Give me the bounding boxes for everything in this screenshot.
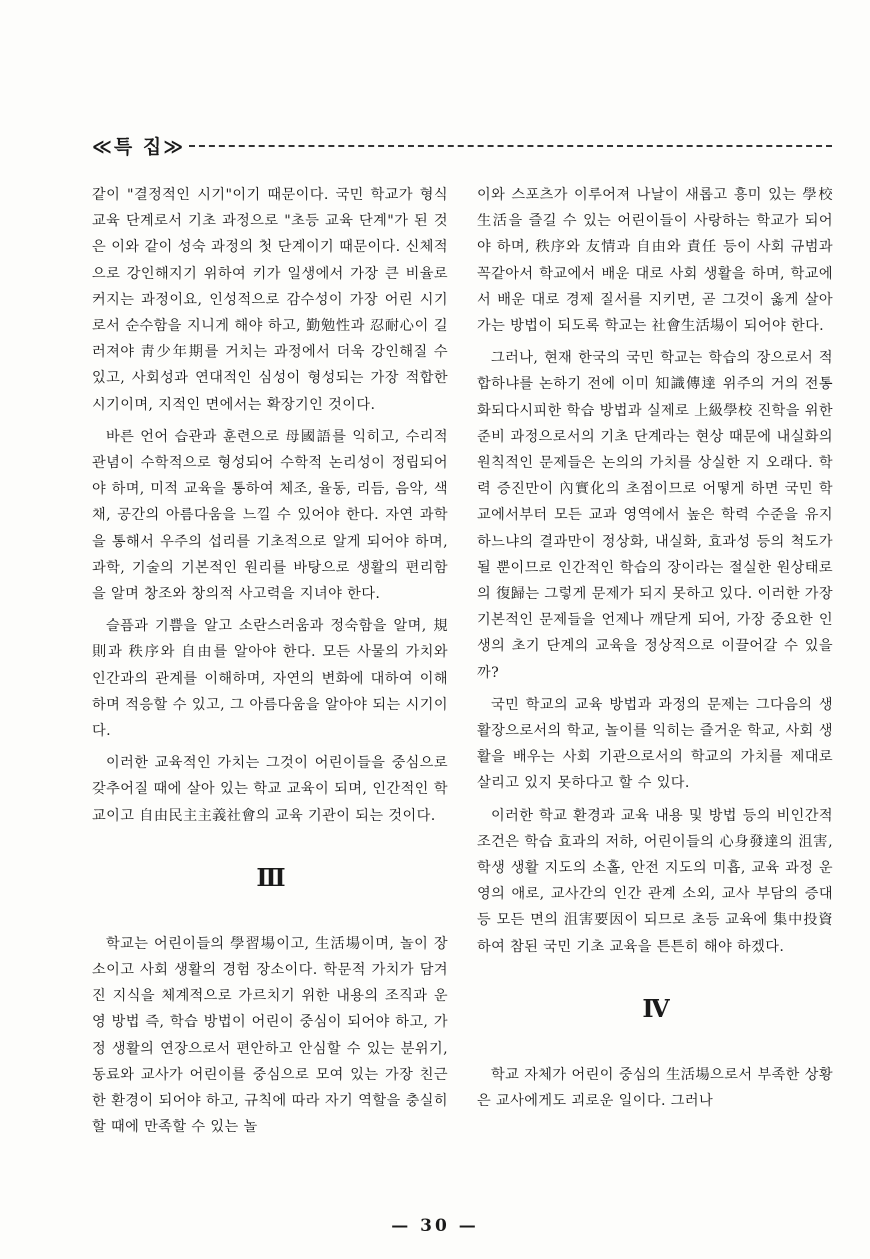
section-header bbox=[92, 130, 832, 160]
page-number: — 30 — bbox=[391, 1216, 479, 1236]
paragraph: 그러나, 현재 한국의 국민 학교는 학습의 장으로서 적합하냐를 논하기 전에 이미 知識傳達 위주의 거의 전통화되다시피한 학습 방법과 실제로 上級學校 진학을 위한 준비 과정으로서의 기초 단계라는 현상 때문에 내실화의 원칙적인 문제들은 논의의 가치를 상실한 지 오래다. 학력 증진만이 內實化의 초점이므로 어떻게 하면 국민 학교에서부터 모든 교과 영역에서 높은 학력 수준을 유지하느냐의 결과만이 정상화, 내실화, 효과성 등의 척도가 될 뿐이므로 인간적인 학습의 장이라는 절실한 원상태로의 復歸는 그렇게 문제가 되지 못하고 있다. 이러한 가장 기본적인 문제들을 언제나 깨닫게 되어, 가장 중요한 인생의 초기 단계의 교육을 정상적으로 이끌어갈 수 있을까? bbox=[477, 350, 833, 681]
section-heading: Ⅳ bbox=[642, 993, 668, 1023]
paragraph: 슬픔과 기쁨을 알고 소란스러움과 정숙함을 알며, 規則과 秩序와 自由를 알아야 한다. 모든 사물의 가치와 인간과의 관계를 이해하며, 자연의 변화에 대하여 이해하며 적응할 수 있고, 그 아름다움을 알아야 되는 시기이다. bbox=[92, 618, 448, 740]
section-heading: Ⅲ bbox=[256, 862, 284, 892]
paragraph: 국민 학교의 교육 방법과 과정의 문제는 그다음의 생활장으로서의 학교, 놀이를 익히는 즐거운 학교, 사회 생활을 배우는 사회 기관으로서의 학교의 가치를 제대로 살리고 있지 못하다고 할 수 있다. bbox=[477, 696, 833, 792]
paragraph: 이러한 교육적인 가치는 그것이 어린이들을 중심으로 갖추어질 때에 살아 있는 학교 교육이 되며, 인간적인 학교이고 自由民主主義社會의 교육 기관이 되는 것이다. bbox=[92, 755, 448, 824]
left-column bbox=[92, 182, 448, 1212]
paragraph: 학교는 어린이들의 學習場이고, 生活場이며, 놀이 장소이고 사회 생활의 경험 장소이다. 학문적 가치가 담겨진 지식을 체계적으로 가르치기 위한 내용의 조직과 운영 방법 즉, 학습 방법이 어린이 중심이 되어야 하고, 가정 생활의 연장으로서 편안하고 안심할 수 있는 분위기, 동료와 교사가 어린이를 중심으로 모여 있는 가장 친근한 환경이 되어야 하고, 규칙에 따라 자기 역할을 충실히 할 때에 만족할 수 있는 놀 bbox=[92, 935, 448, 1136]
paragraph: 학교 자체가 어린이 중심의 生活場으로서 부족한 상황은 교사에게도 괴로운 일이다. 그러나 bbox=[477, 1066, 833, 1110]
paragraph: 같이 "결정적인 시기"이기 때문이다. 국민 학교가 형식 교육 단계로서 기초 과정으로 "초등 교육 단계"가 된 것은 이와 같이 성숙 과정의 첫 단계이기 때문이다. 신체적으로 강인해지기 위하여 키가 일생에서 가장 큰 비율로 커지는 과정이요, 인성적으로 감수성이 가장 어린 시기로서 순수함을 지니게 해야 하고, 勤勉性과 忍耐心이 길러져야 靑少年期를 거치는 과정에서 더욱 강인해질 수 있고, 사회성과 연대적인 심성이 형성되는 가장 적합한 시기이며, 지적인 면에서는 확장기인 것이다. bbox=[92, 187, 448, 413]
paragraph: 바른 언어 습관과 훈련으로 母國語를 익히고, 수리적 관념이 수학적으로 형성되어 수학적 논리성이 정립되어야 하며, 미적 교육을 통하여 체조, 율동, 리듬, 음악, 색채, 공간의 아름다움을 느낄 수 있어야 한다. 자연 과학을 통해서 우주의 섭리를 기초적으로 알게 되어야 하며, 과학, 기술의 기본적인 원리를 바탕으로 생활의 편리함을 알며 창조와 창의적 사고력을 지녀야 한다. bbox=[92, 428, 448, 603]
paragraph: 이와 스포츠가 이루어져 나날이 새롭고 흥미 있는 學校生活을 즐길 수 있는 어린이들이 사랑하는 학교가 되어야 하며, 秩序와 友情과 自由와 責任 등이 사회 규범과 꼭같아서 학교에서 배운 대로 사회 생활을 하며, 학교에서 배운 대로 경제 질서를 지키면, 곧 그것이 옳게 살아가는 방법이 되도록 학교는 社會生活場이 되어야 한다. bbox=[477, 187, 833, 335]
paragraph: 이러한 학교 환경과 교육 내용 및 방법 등의 비인간적 조건은 학습 효과의 저하, 어린이들의 心身發達의 沮害, 학생 생활 지도의 소홀, 안전 지도의 미흡, 교육 과정 운영의 애로, 교사간의 인간 관계 소외, 교사 부담의 증대 등 모든 면의 沮害要因이 되므로 초등 교육에 集中投資하여 참된 국민 기초 교육을 튼튼히 해야 하겠다. bbox=[477, 807, 833, 955]
header-dashed-rule bbox=[189, 145, 832, 147]
section-label: ≪특 집≫ bbox=[92, 135, 186, 158]
right-column bbox=[477, 182, 833, 1212]
